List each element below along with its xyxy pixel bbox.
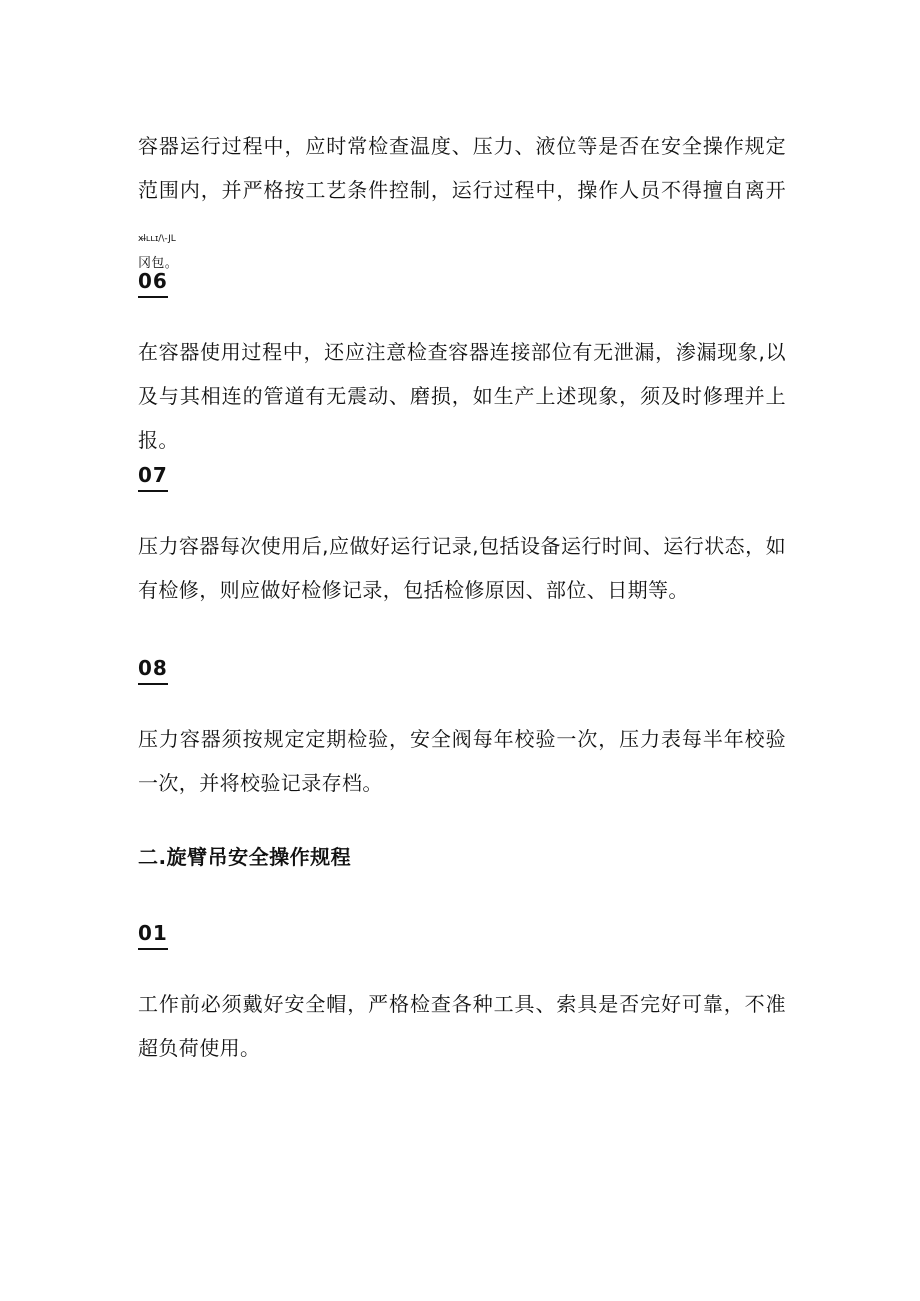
item-number-07: 07 — [138, 462, 168, 492]
item-number-08: 08 — [138, 655, 168, 685]
paragraph-text: 容器运行过程中，应时常检查温度、压力、液位等是否在安全操作规定范围内，并严格按工艺条件控制，运行过程中，操作人员不得擅自离开 — [138, 134, 786, 202]
garbled-fragment: xl̶ʟʟɪ/\-JL — [138, 234, 176, 244]
paragraph-operation-record: 压力容器每次使用后,应做好运行记录,包括设备运行时间、运行状态，如有检修，则应做好检修记录，包括检修原因、部位、日期等。 — [138, 534, 786, 602]
paragraph-inspection: 压力容器须按规定定期检验，安全阀每年校验一次，压力表每半年校验一次，并将校验记录存档。 — [138, 727, 786, 795]
item-number-01: 01 — [138, 920, 168, 950]
paragraph-leak-check: 在容器使用过程中，还应注意检查容器连接部位有无泄漏，渗漏现象,以及与其相连的管道有无震动、磨损，如生产上述现象，须及时修理并上报。 — [138, 340, 786, 452]
item-number-06: 06 — [138, 268, 168, 298]
paragraph-continuation: 冈包。 — [138, 256, 179, 271]
paragraph-safety-helmet: 工作前必须戴好安全帽，严格检查各种工具、索具是否完好可靠，不准超负荷使用。 — [138, 992, 786, 1060]
paragraph-container-operation — [138, 124, 786, 273]
section-title-jib-crane: 二.旋臂吊安全操作规程 — [138, 845, 352, 869]
